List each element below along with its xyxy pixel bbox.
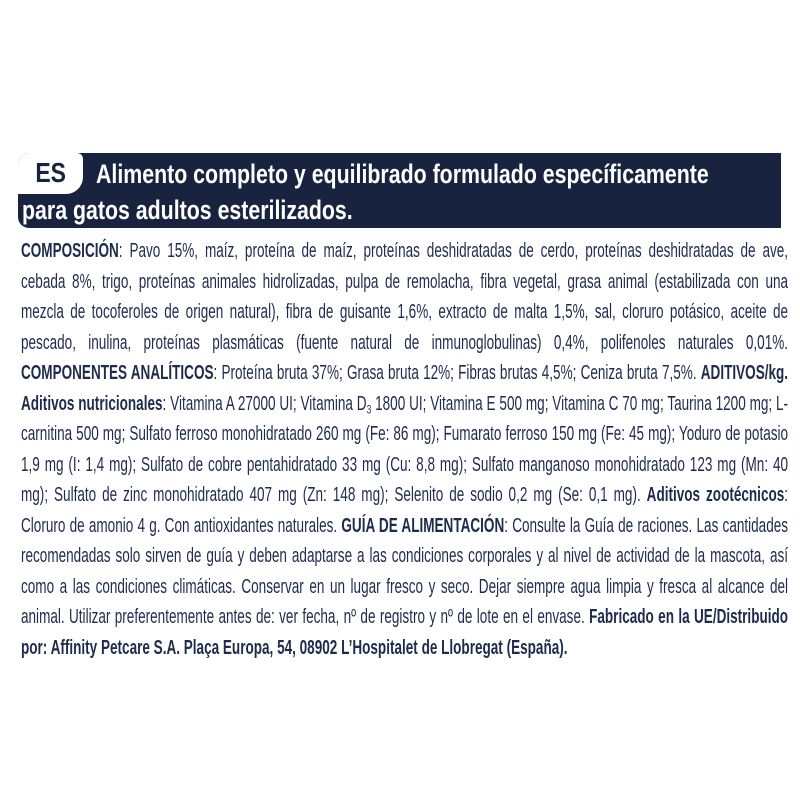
banner-title-line2: para gatos adultos esterilizados. [22, 195, 353, 225]
language-tag: ES [35, 156, 66, 188]
header-banner [18, 153, 781, 228]
label-regulatory-text: COMPOSICIÓN: Pavo 15%, maíz, proteína de maíz, proteínas deshidratadas de cerdo, proteínas deshidratadas de ave, cebada 8%, trigo, proteínas animales hidrolizadas, pulpa de remolacha, fibra vegetal, grasa animal (estabilizada con una mezcla de tocoferoles de origen natural), fibra de guisante 1,6%, extracto de malta 1,5%, sal, cloruro potásico, aceite de pescado, inulina, proteínas plasmáticas (fuente natural de inmunoglobulinas) 0,4%, polifenoles naturales 0,01%. COMPONENTES ANALÍTICOS: Proteína bruta 37%; Grasa bruta 12%; Fibras brutas 4,5%; Ceniza bruta 7,5%. ADITIVOS/kg. Aditivos nutricionales: Vitamina A 27000 UI; Vitamina $D_3$ 1800 UI; Vitamina E 500 mg; Vitamina C 70 mg; Taurina 1200 mg; L-carnitina 500 mg; Sulfato ferroso monohidratado 260 mg (Fe: 86 mg); Fumarato ferroso 150 mg (Fe: 45 mg); Yoduro de potasio 1,9 mg (I: 1,4 mg); Sulfato de cobre pentahidratado 33 mg (Cu: 8,8 mg); Sulfato manganoso monohidratado 123 mg (Mn: 40 mg); Sulfato de zinc monohidratado 407 mg (Zn: 148 mg); Selenito de sodio 0,2 mg (Se: 0,1 mg). Aditivos zootécnicos: Cloruro de amonio 4 g. Con antioxidantes naturales. GUÍA DE ALIMENTACIÓN: Consulte la Guía de raciones. Las cantidades recomendadas solo sirven de guía y deben adaptarse a las condiciones corporales y al nivel de actividad de la mascota, así como a las condiciones climáticas. Conservar en un lugar fresco y seco. Dejar siempre agua limpia y fresca al alcance del animal. Utilizar preferentemente antes de: ver fecha, nº de registro y nº de lote en el envase. Fabricado en la UE/Distribuido por: Affinity Petcare S.A. Plaça Europa, 54, 08902 L’Hospitalet de Llobregat (España). [21, 240, 789, 659]
banner-title-line1: Alimento completo y equilibrado formulado específicamente [96, 159, 709, 189]
language-tab [18, 153, 83, 194]
